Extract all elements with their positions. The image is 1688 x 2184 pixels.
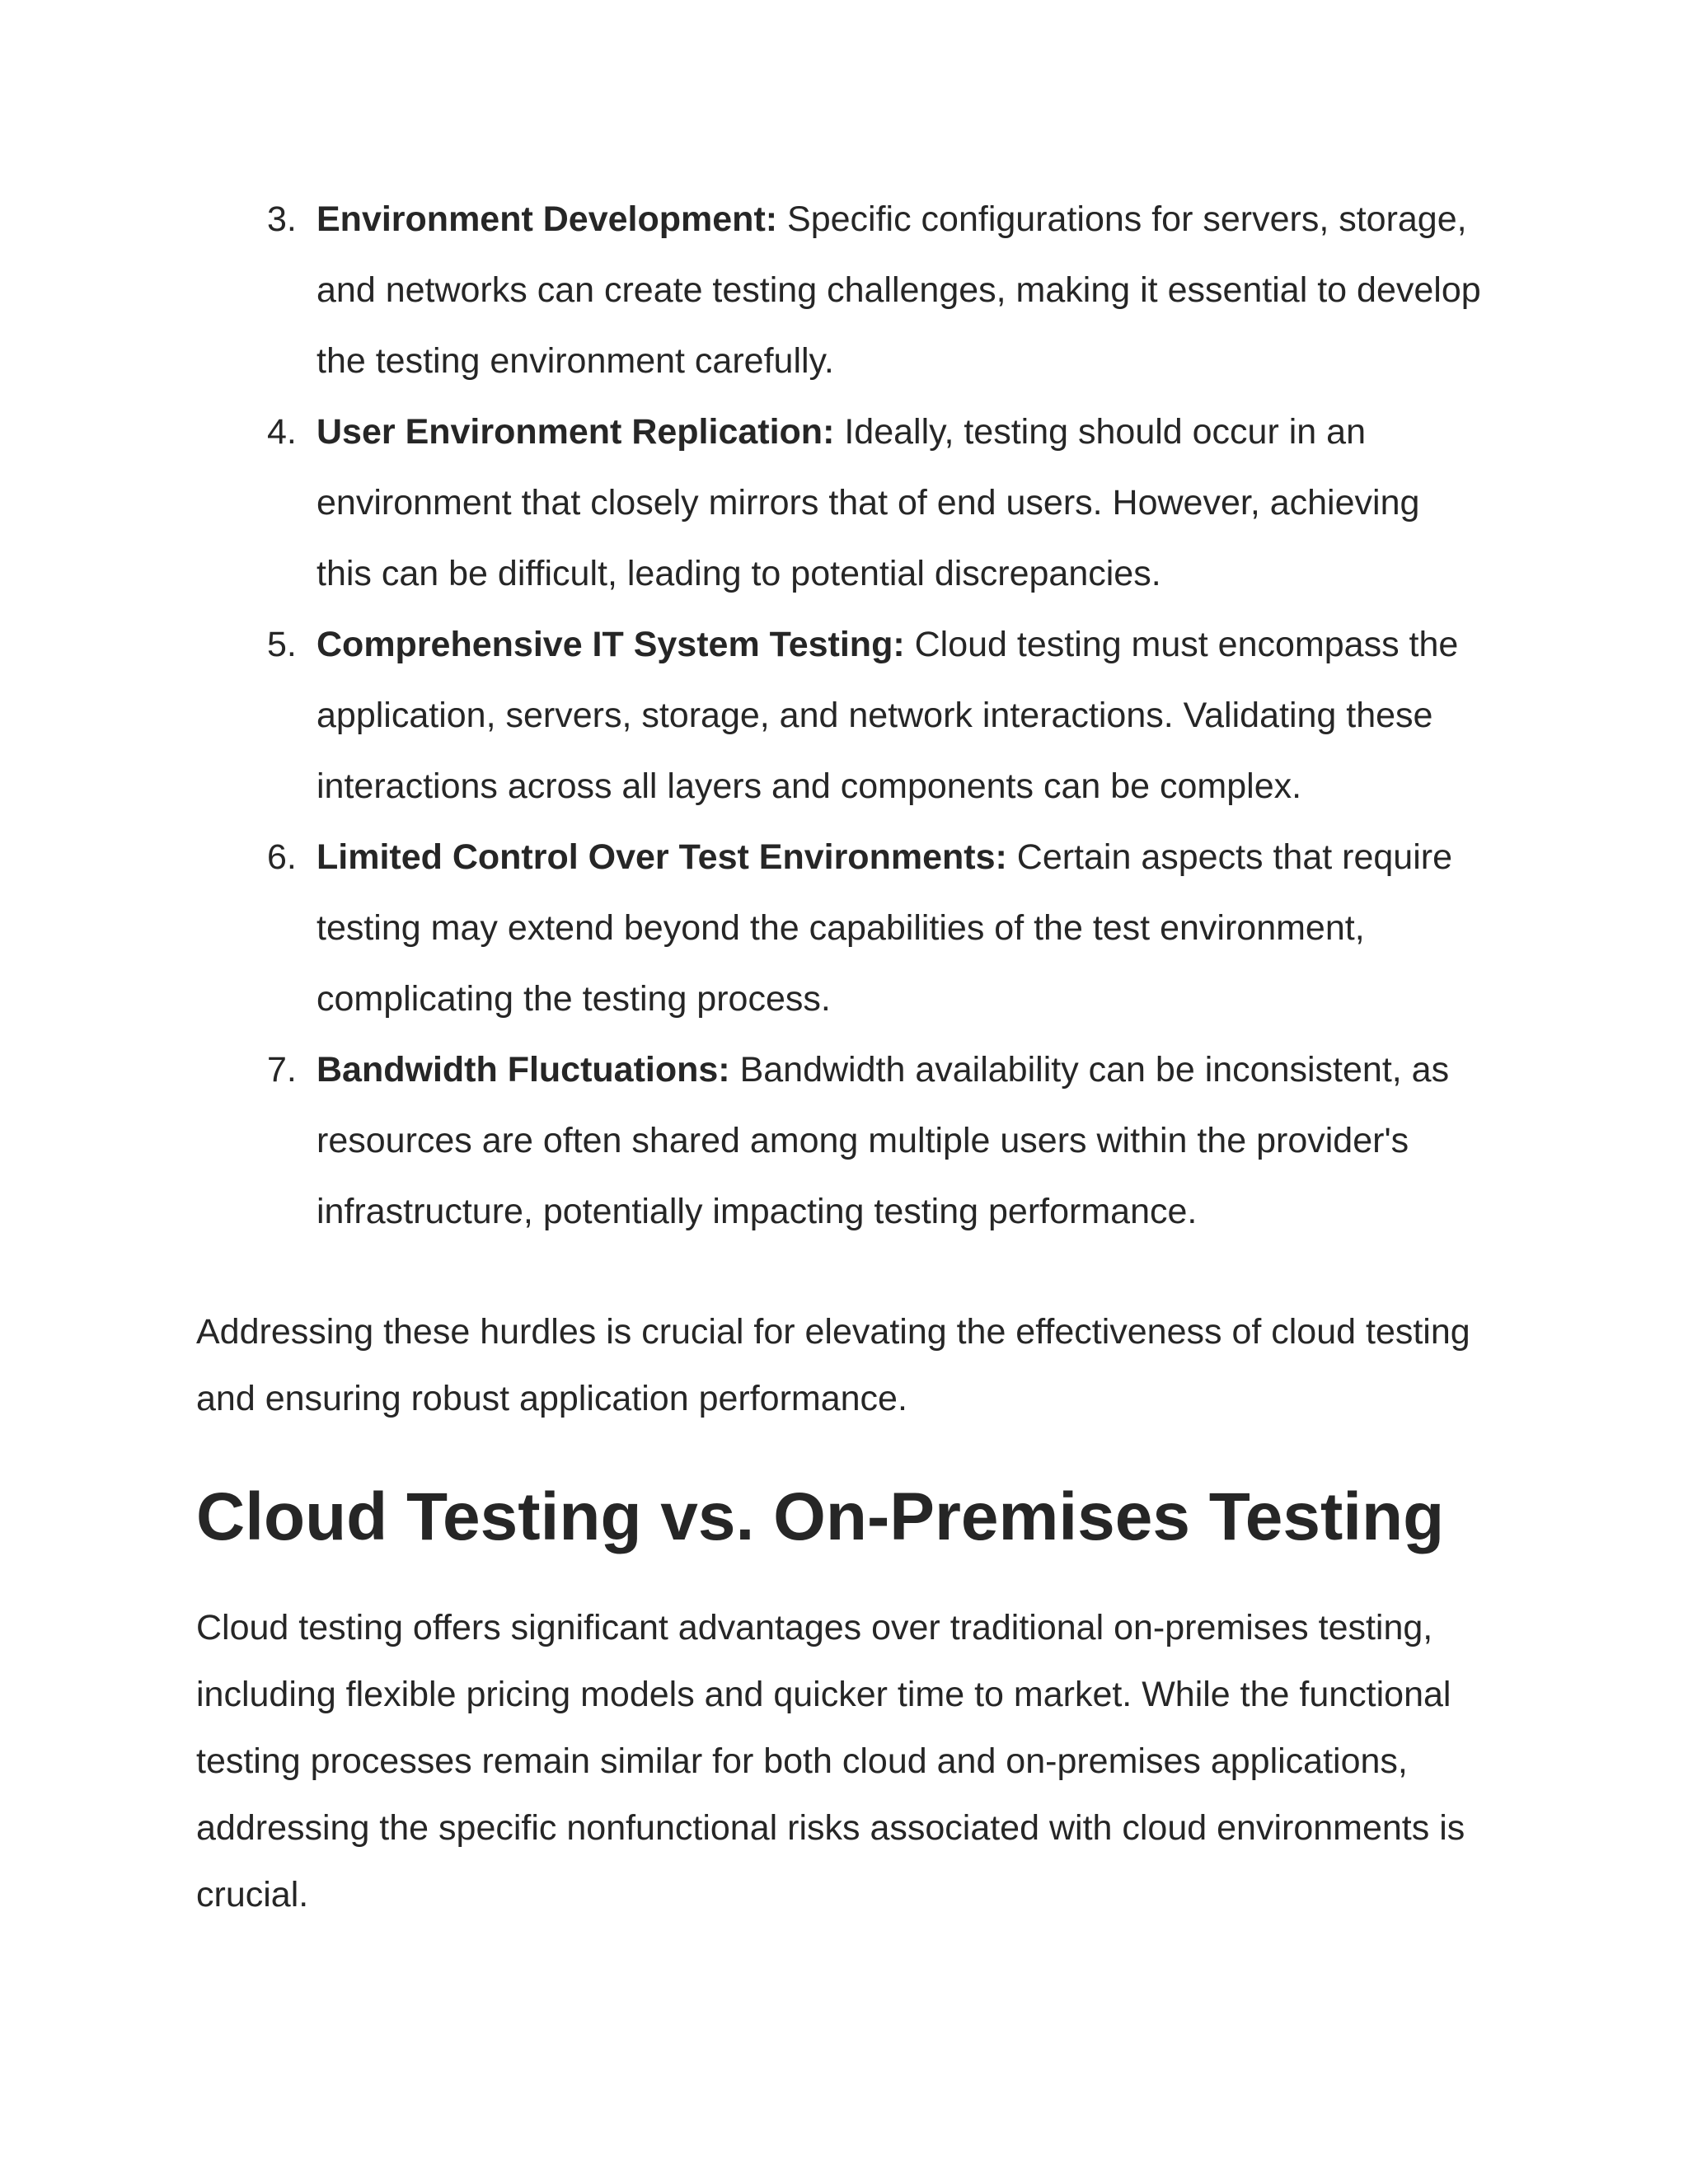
list-item [196, 822, 1482, 1034]
list-item-text: Bandwidth availability can be inconsistent, as resources are often shared among multiple users within the provider's infrastructure, potentially impacting testing performance. [316, 1050, 1450, 1231]
list-item-lead: Environment Development: [316, 199, 778, 239]
list-item-text: Cloud testing must encompass the application, servers, storage, and network interactions. Validating these interactions across all layers and components can be complex. [316, 625, 1459, 806]
list-item-lead: Limited Control Over Test Environments: [316, 837, 1007, 877]
list-item [196, 1034, 1482, 1247]
list-item [196, 184, 1482, 396]
challenges-list [196, 184, 1482, 1247]
list-item-number: 3. [267, 199, 297, 239]
list-item-lead: User Environment Replication: [316, 412, 835, 452]
list-item-number: 4. [267, 412, 297, 452]
list-item [196, 609, 1482, 822]
list-item-number: 7. [267, 1050, 297, 1090]
list-item-lead: Comprehensive IT System Testing: [316, 625, 905, 664]
list-item-text: Specific configurations for servers, storage, and networks can create testing challenges, making it essential to develop the testing environment carefully. [316, 199, 1481, 381]
list-item-lead: Bandwidth Fluctuations: [316, 1050, 730, 1090]
list-item-text: Certain aspects that require testing may extend beyond the capabilities of the test environment, complicating the testing process. [316, 837, 1452, 1019]
list-item-number: 6. [267, 837, 297, 877]
section-heading: Cloud Testing vs. On-Premises Testing [196, 1479, 1445, 1554]
section-paragraph: Cloud testing offers significant advantages over traditional on-premises testing, including flexible pricing models and quicker time to market. While the functional testing processes remain similar for both cloud and on-premises applications, addressing the specific nonfunctional risks associated with cloud environments is crucial. [196, 1608, 1465, 1915]
list-item-number: 5. [267, 625, 297, 664]
list-item-text: Ideally, testing should occur in an environment that closely mirrors that of end users. However, achieving this can be difficult, leading to potential discrepancies. [316, 412, 1420, 593]
closing-paragraph: Addressing these hurdles is crucial for elevating the effectiveness of cloud testing and ensuring robust application performance. [196, 1312, 1470, 1418]
list-item [196, 396, 1482, 609]
